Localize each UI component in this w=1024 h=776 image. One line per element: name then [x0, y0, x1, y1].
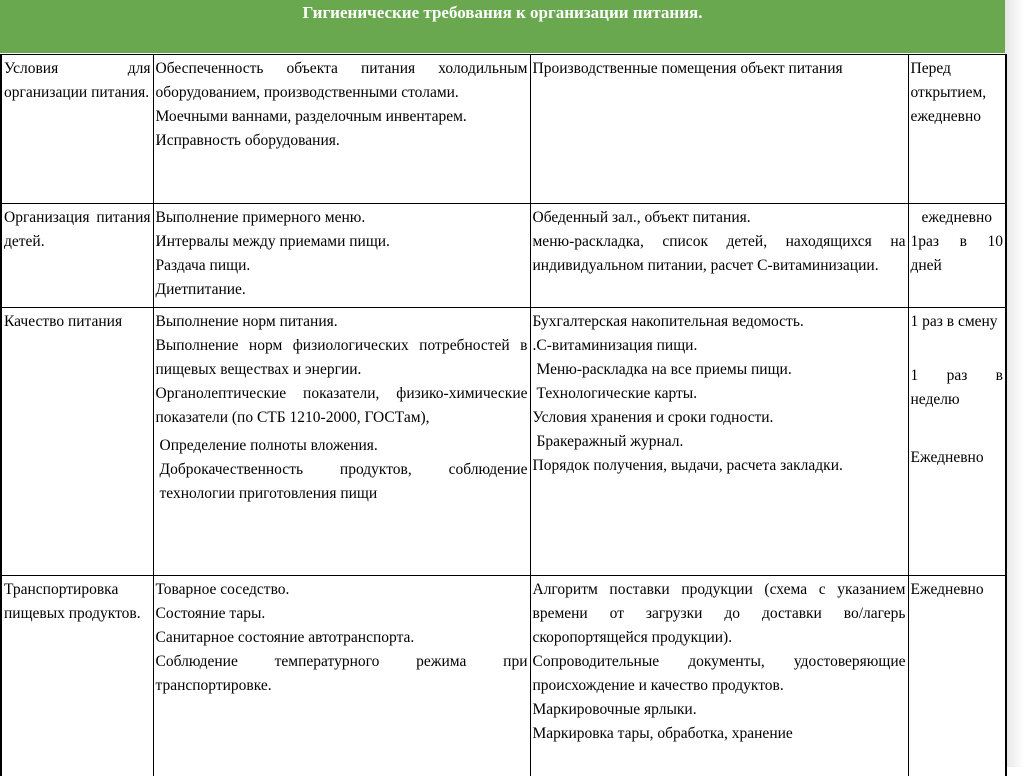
place-item: .С-витаминизация пищи. — [532, 337, 698, 354]
table-row — [1, 204, 1006, 308]
place-cell — [530, 308, 908, 576]
requirement-item: Органолептические показатели, физико-химические показатели (по СТБ 1210-2000, ГОСТам), — [155, 385, 528, 426]
requirement-item: Товарное соседство. — [155, 581, 290, 598]
requirement-item: Выполнение норм физиологических потребностей в пищевых веществах и энергии. — [155, 337, 528, 378]
requirement-item: Выполнение норм питания. — [155, 313, 338, 330]
requirement-item: Моечными ваннами, разделочным инвентарем. — [155, 108, 467, 125]
place-cell — [530, 204, 908, 308]
table-row — [1, 576, 1006, 776]
condition-cell — [1, 308, 153, 576]
frequency-item: 1раз в 10 дней — [910, 233, 1003, 274]
requirement-item: Соблюдение температурного режима при транспортировке. — [155, 653, 528, 694]
condition-text: Организация питания детей. — [4, 209, 151, 250]
requirement-item: Исправность оборудования. — [155, 132, 340, 149]
page-edge-shadow — [1005, 0, 1024, 767]
condition-cell — [1, 576, 153, 776]
frequency-item: Ежедневно — [910, 449, 984, 466]
frequency-cell — [908, 204, 1006, 308]
requirement-item: Санитарное состояние автотранспорта. — [155, 629, 415, 646]
frequency-item: ежедневно — [921, 209, 992, 226]
condition-cell — [1, 204, 153, 308]
place-item: Маркировочные ярлыки. — [532, 701, 697, 718]
place-cell — [530, 55, 908, 204]
condition-text: Транспортировка пищевых продуктов. — [4, 581, 141, 622]
requirement-item: Раздача пищи. — [155, 257, 251, 274]
place-item: Маркировка тары, обработка, хранение — [532, 725, 793, 742]
requirements-cell — [153, 308, 530, 576]
requirement-item: Определение полноты вложения. — [159, 437, 378, 454]
frequency-cell — [908, 55, 1006, 204]
place-item: Меню-раскладка на все приемы пищи. — [536, 361, 792, 378]
requirement-item: Доброкачественность продуктов, соблюдение технологии приготовления пищи — [159, 461, 528, 502]
table-row — [1, 308, 1006, 576]
frequency-cell — [908, 576, 1006, 776]
place-item: Бракеражный журнал. — [536, 433, 684, 450]
requirement-item: Диетпитание. — [155, 281, 246, 298]
requirement-item: Интервалы между приемами пищи. — [155, 233, 390, 250]
place-item: Сопроводительные документы, удостоверяющие происхождение и качество продуктов. — [532, 653, 906, 694]
frequency-item: 1 раз в неделю — [910, 367, 1003, 408]
place-item: Обеденный зал., объект питания. — [532, 209, 751, 226]
condition-text: Качество питания — [4, 313, 123, 330]
requirement-item: Обеспеченность объекта питания холодильным оборудованием, производственными столами. — [155, 60, 528, 101]
place-item: Порядок получения, выдачи, расчета закладки. — [532, 457, 843, 474]
place-item: Производственные помещения объект питания — [532, 60, 843, 77]
requirement-item: Состояние тары. — [155, 605, 266, 622]
requirement-item: Выполнение примерного меню. — [155, 209, 366, 226]
condition-text: Условия для организации питания. — [4, 60, 151, 101]
frequency-cell — [908, 308, 1006, 576]
requirements-cell — [153, 55, 530, 204]
place-item: Условия хранения и сроки годности. — [532, 409, 774, 426]
slide-title-bar — [0, 0, 1006, 53]
place-item: Бухгалтерская накопительная ведомость. — [532, 313, 804, 330]
frequency-item: Ежедневно — [910, 581, 984, 598]
requirements-cell — [153, 204, 530, 308]
place-cell — [530, 576, 908, 776]
requirements-cell — [153, 576, 530, 776]
place-item: Технологические карты. — [536, 385, 698, 402]
table-row — [1, 55, 1006, 204]
place-item: меню-раскладка, список детей, находящихся на индивидуальном питании, расчет С-витаминизации. — [532, 233, 906, 274]
condition-cell — [1, 55, 153, 204]
place-item: Алгоритм поставки продукции (схема с указанием времени от загрузки до доставки во/лагерь скоропортящейся продукции). — [532, 581, 906, 646]
requirements-table — [0, 54, 1007, 776]
slide-title: Гигиенические требования к организации питания. — [302, 3, 703, 22]
frequency-item: 1 раз в смену — [910, 313, 998, 330]
frequency-item: Перед открытием, ежедневно — [910, 60, 987, 125]
